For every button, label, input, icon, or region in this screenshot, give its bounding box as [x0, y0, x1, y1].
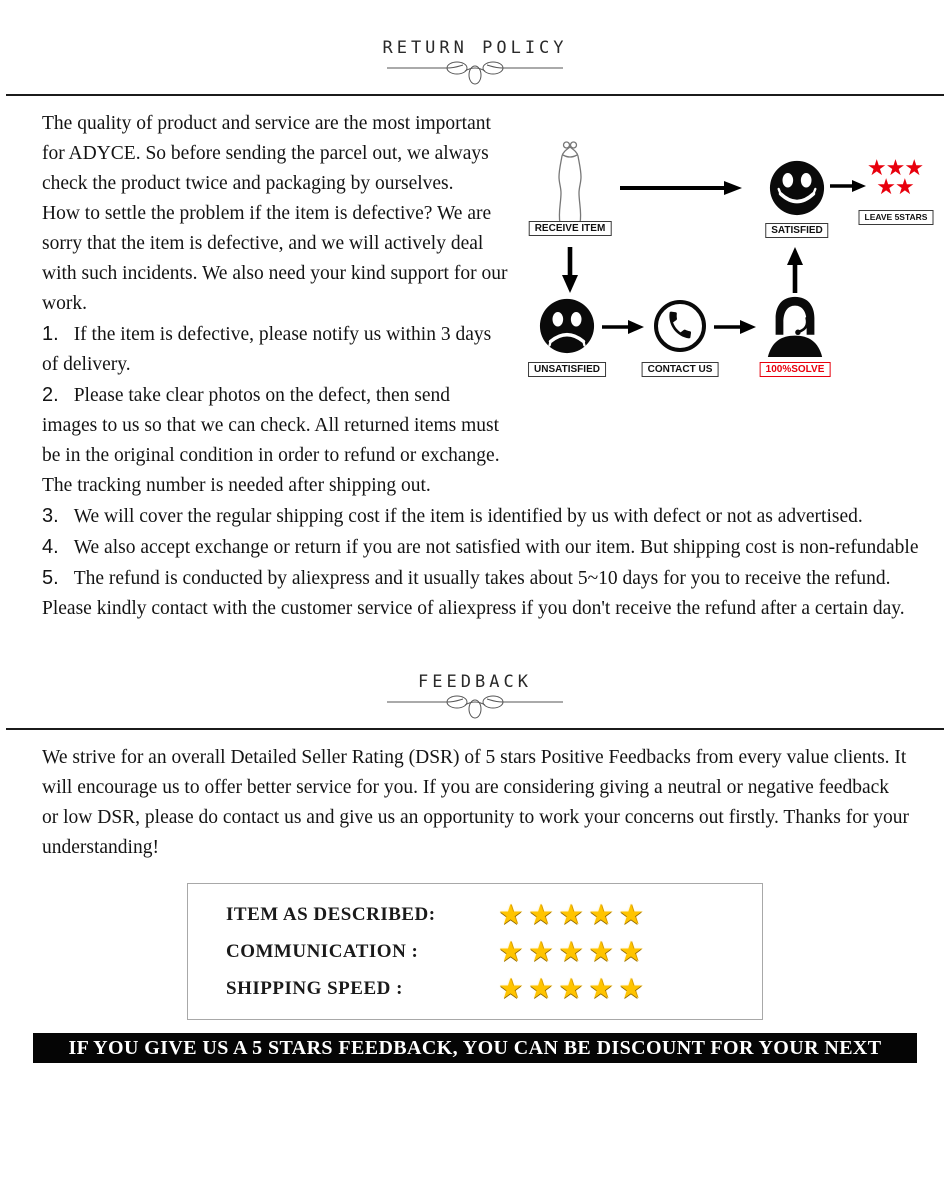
- flourish-ornament-icon: [385, 693, 565, 719]
- item-text: Please take clear photos on the defect, then send images to us so that we can check. All returned items must be in the original condition in order to refund or exchange. The tracking number is needed after shipping out.: [42, 385, 500, 496]
- leave-5stars-label: LEAVE 5STARS: [859, 210, 934, 225]
- rating-row-shipping-speed: [188, 970, 762, 1007]
- arrow-right-icon: [830, 180, 866, 192]
- rating-label: ITEM AS DESCRIBED:: [226, 903, 436, 925]
- receive-item-label: RECEIVE ITEM: [529, 221, 612, 236]
- policy-item-5: [42, 563, 934, 624]
- discount-banner: IF YOU GIVE US A 5 STARS FEEDBACK, YOU CAN BE DISCOUNT FOR YOUR NEXT ORDER: [33, 1033, 917, 1063]
- five-gold-stars-icon: ★★★★★: [498, 971, 649, 1005]
- satisfied-label: SATISFIED: [765, 223, 828, 238]
- dress-icon: [542, 139, 598, 231]
- customer-service-icon: [763, 293, 827, 357]
- happy-face-icon: [768, 159, 826, 217]
- intro-paragraph-1: The quality of product and service are the most important for ADYCE. So before sending the parcel out, we always check the product twice and packaging by ourselves.: [42, 113, 491, 194]
- five-red-stars-icon: ★★★ ★★: [866, 156, 924, 200]
- item-text: We also accept exchange or return if you are not satisfied with our item. But shipping cost is non-refundable: [73, 537, 919, 558]
- feedback-header: [0, 624, 950, 719]
- item-number: 5.: [42, 567, 59, 589]
- rating-label: SHIPPING SPEED :: [226, 977, 403, 999]
- rating-label: COMMUNICATION :: [226, 940, 419, 962]
- solve-label: 100%SOLVE: [760, 362, 831, 377]
- item-number: 3.: [42, 505, 59, 527]
- five-gold-stars-icon: ★★★★★: [498, 934, 649, 968]
- return-flowchart: [516, 111, 934, 467]
- rating-row-communication: [188, 933, 762, 970]
- flourish-ornament-icon: [385, 59, 565, 85]
- policy-item-4: [42, 532, 934, 563]
- return-policy-header: [0, 0, 950, 85]
- arrow-down-icon: [562, 247, 578, 293]
- sad-face-icon: [538, 297, 596, 355]
- return-policy-title: RETURN POLICY: [382, 38, 568, 58]
- divider-line: [6, 94, 944, 96]
- item-text: If the item is defective, please notify us within 3 days of delivery.: [42, 324, 492, 375]
- five-gold-stars-icon: ★★★★★: [498, 897, 649, 931]
- rating-row-item-as-described: [188, 896, 762, 933]
- item-number: 2.: [42, 384, 59, 406]
- policy-item-3: [42, 501, 934, 532]
- arrow-right-icon: [714, 320, 756, 334]
- feedback-paragraph: We strive for an overall Detailed Seller Rating (DSR) of 5 stars Positive Feedbacks from every value clients. It will encourage us to offer better service for you. If you are considering giving a neutral or negative feedback or low DSR, please do contact us and give us an opportunity to work your concerns out firstly. Thanks for your understanding!: [42, 747, 910, 858]
- item-text: We will cover the regular shipping cost if the item is identified by us with defect or not as advertised.: [73, 506, 863, 527]
- intro-paragraph-2: How to settle the problem if the item is defective? We are sorry that the item is defective, and we will actively deal with such incidents. We also need your kind support for our work.: [42, 203, 508, 314]
- arrow-right-icon: [602, 320, 644, 334]
- contact-us-label: CONTACT US: [642, 362, 719, 377]
- item-text: The refund is conducted by aliexpress and it usually takes about 5~10 days for you to receive the refund. Please kindly contact with the customer service of aliexpress if you don't receive the refund after a certain day.: [42, 568, 905, 619]
- arrow-right-icon: [620, 181, 742, 195]
- item-number: 1.: [42, 323, 59, 345]
- arrow-up-icon: [787, 247, 803, 293]
- phone-icon: [652, 298, 708, 354]
- return-policy-body: [42, 109, 934, 624]
- feedback-title: FEEDBACK: [418, 672, 532, 692]
- divider-line: [6, 728, 944, 730]
- unsatisfied-label: UNSATISFIED: [528, 362, 606, 377]
- dsr-rating-table: [187, 883, 763, 1020]
- item-number: 4.: [42, 536, 59, 558]
